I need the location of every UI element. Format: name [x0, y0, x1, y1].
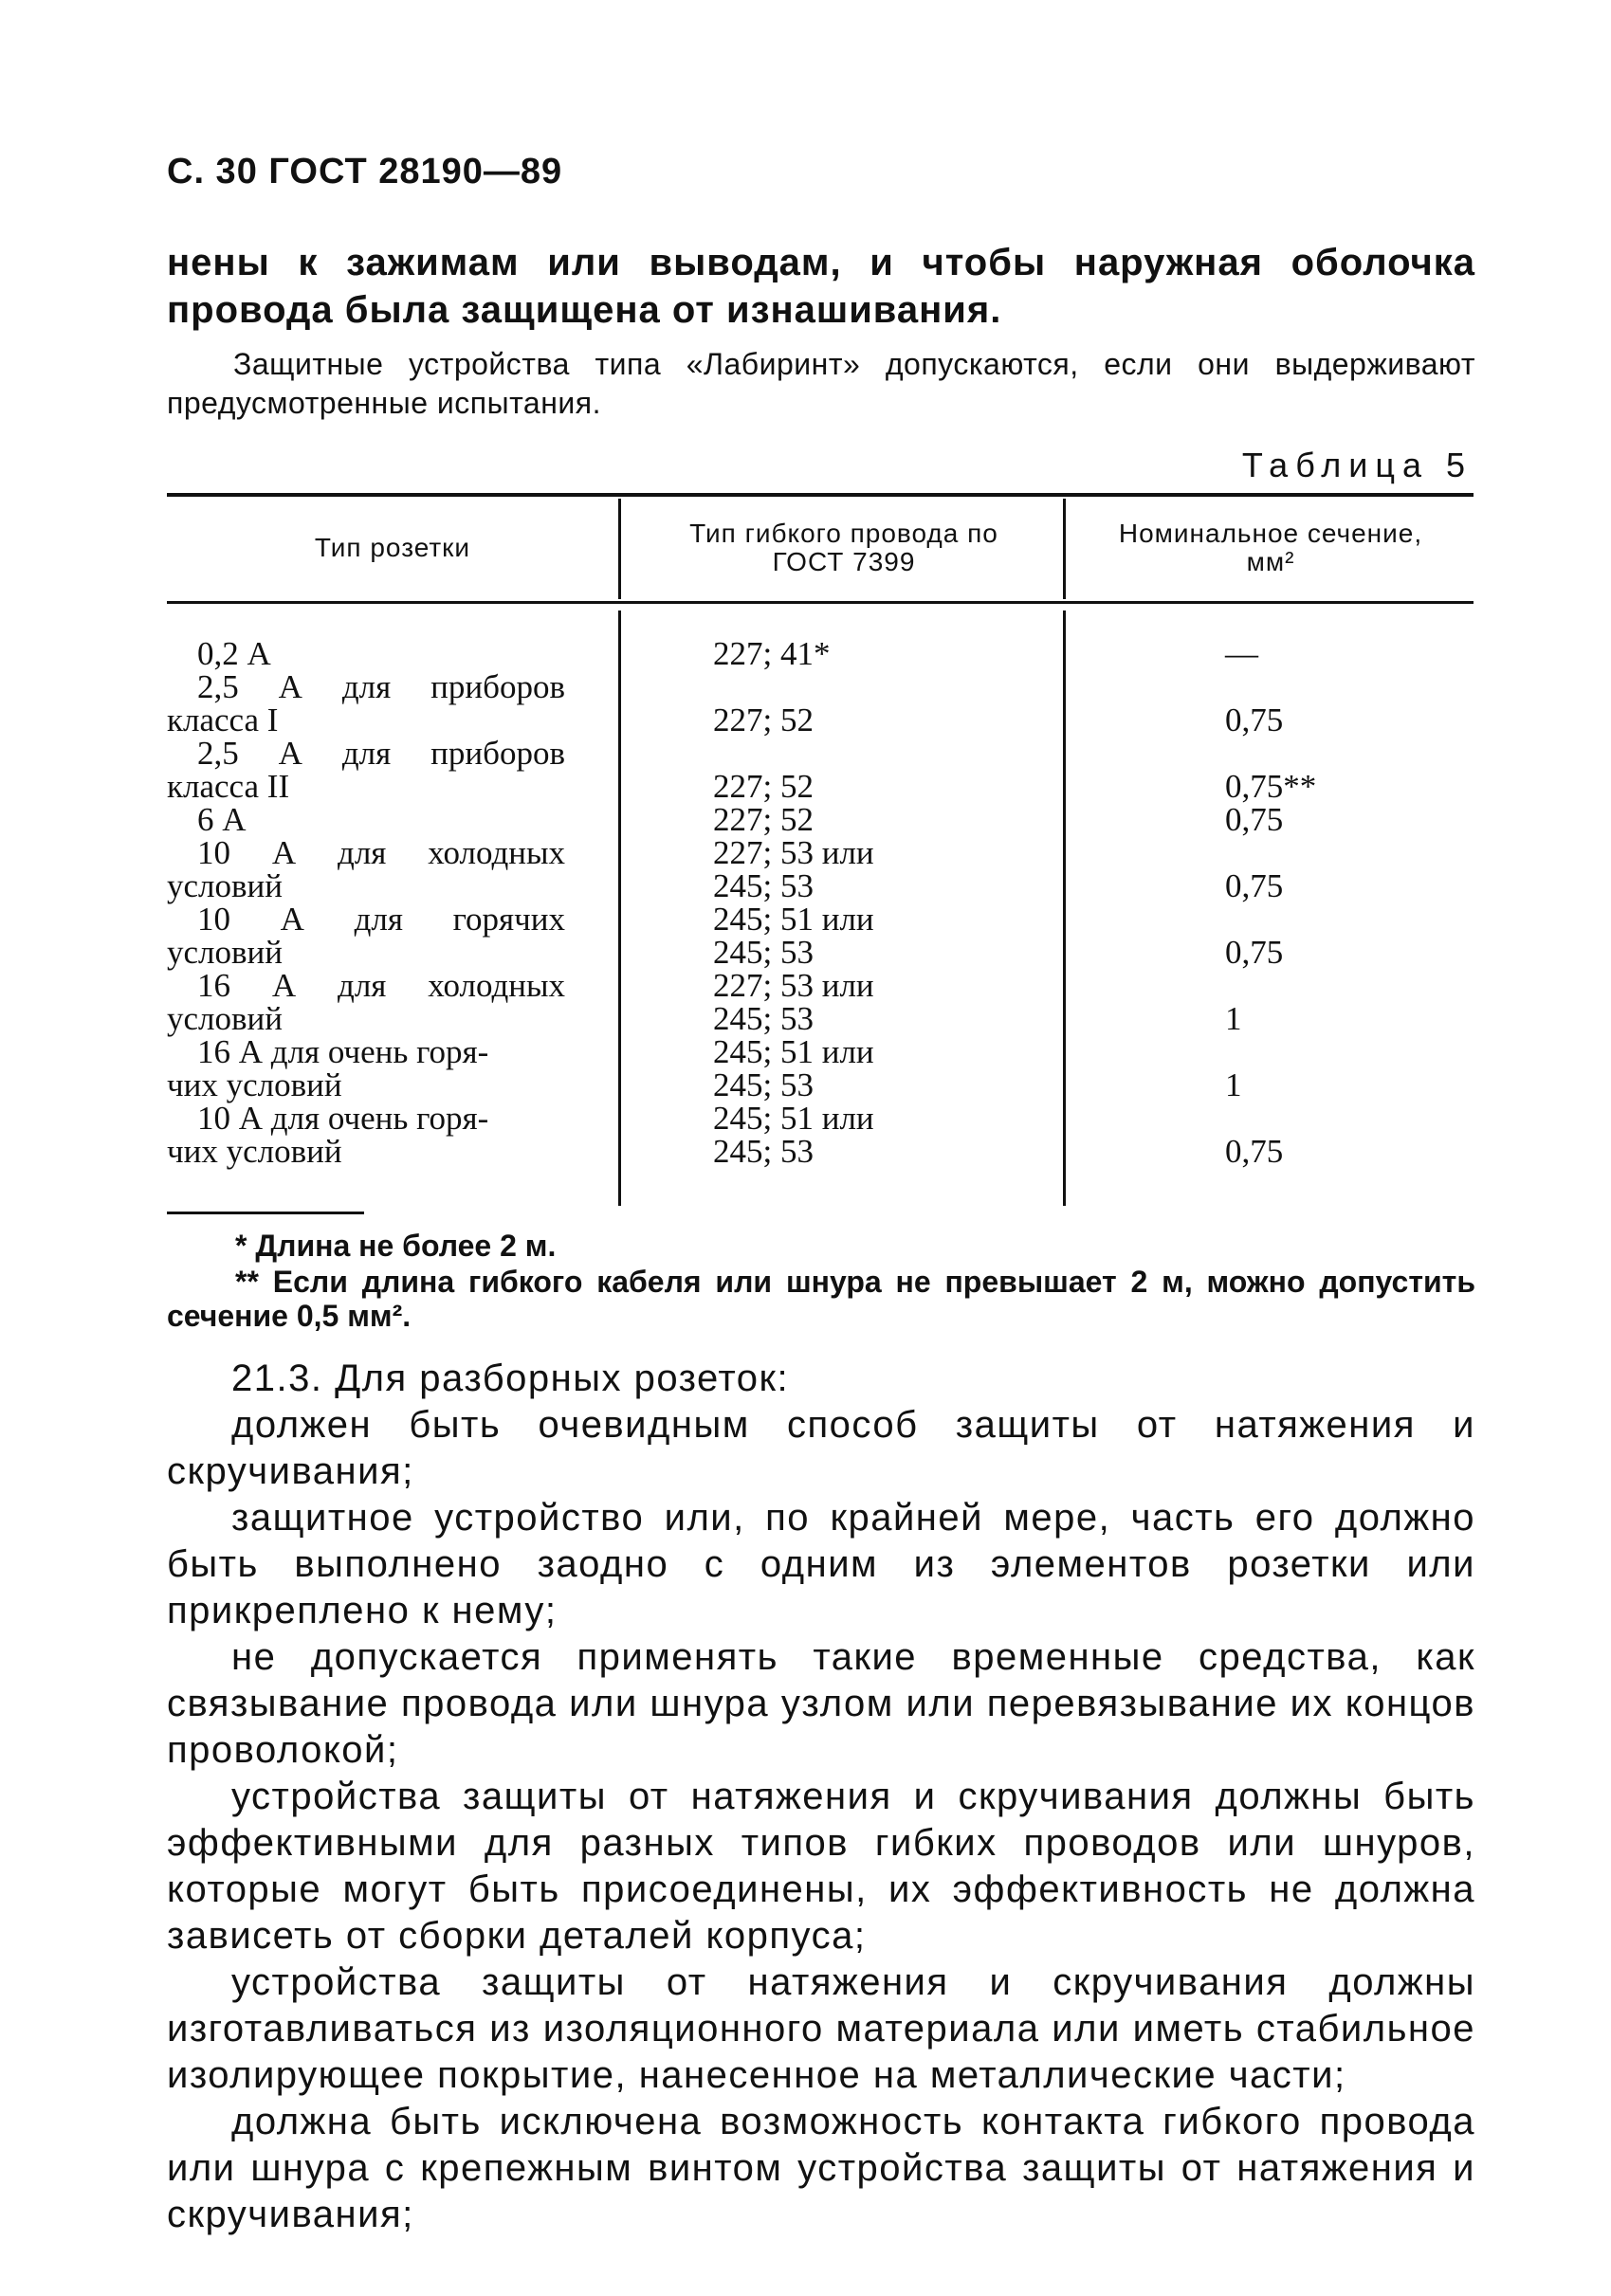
table-header-rule	[167, 601, 1474, 604]
socket-row: 6 А	[197, 801, 247, 838]
socket-word: для	[354, 901, 403, 938]
socket-row: 0,2 А	[197, 635, 271, 672]
socket-word: для	[341, 735, 392, 772]
continuation-paragraph: нены к зажимам или выводам, и чтобы наружная оболочка провода была защищена от изнашивания.	[167, 242, 1475, 331]
socket-row: класса I	[167, 702, 279, 738]
socket-word: 10	[197, 834, 230, 871]
socket-row: 10 А для очень горя-	[197, 1100, 489, 1137]
wire-row: 227; 52	[713, 768, 814, 805]
socket-row	[197, 737, 565, 770]
section-value: 1	[1225, 1066, 1242, 1103]
socket-word: А	[280, 901, 304, 938]
socket-word: приборов	[430, 735, 565, 772]
section-value: 0,75	[1225, 702, 1284, 738]
table-divider-2-body	[1063, 610, 1066, 1206]
body-paragraph: устройства защиты от натяжения и скручивания должны быть эффективными для разных типов гибких проводов или шнуров, которые могут быть присоединены, их эффективность не должна зависеть от сборки деталей корпуса;	[167, 1776, 1475, 1957]
socket-word: А	[271, 967, 297, 1004]
table-divider-2	[1063, 499, 1066, 599]
section-value: 0,75	[1225, 1133, 1284, 1170]
socket-word: для	[338, 834, 387, 871]
socket-word: холодных	[428, 834, 565, 871]
section-value: 0,75	[1225, 867, 1284, 904]
socket-row	[197, 969, 565, 1002]
wire-row: 227; 53 или	[713, 834, 874, 871]
header-cross-section: Номинальное сечение, мм²	[1118, 519, 1423, 576]
socket-row: класса II	[167, 768, 290, 805]
wire-row: 245; 53	[713, 934, 814, 971]
socket-row	[197, 670, 565, 703]
body-paragraph: не допускается применять такие временные средства, как связывание провода или шнура узлом или перевязывание их концов проволокой;	[167, 1636, 1475, 1771]
table-divider-1	[618, 499, 621, 599]
wire-row: 245; 51 или	[713, 1100, 874, 1137]
section-value: —	[1225, 635, 1258, 672]
body-paragraph: защитное устройство или, по крайней мере, часть его должно быть выполнено заодно с одним из элементов розетки или прикреплено к нему;	[167, 1497, 1475, 1631]
table-caption: Таблица 5	[1241, 446, 1473, 484]
socket-row: условий	[167, 867, 283, 904]
socket-word: холодных	[428, 967, 565, 1004]
section-value: 1	[1225, 1000, 1242, 1037]
socket-row: условий	[167, 934, 283, 971]
socket-row: чих условий	[167, 1133, 342, 1170]
body-paragraph: устройства защиты от натяжения и скручивания должны изготавливаться из изоляционного материала или иметь стабильное изолирующее покрытие, нанесенное на металлические части;	[167, 1961, 1475, 2096]
socket-row: условий	[167, 1000, 283, 1037]
section-21-3	[167, 1356, 1475, 2238]
socket-row	[197, 902, 565, 936]
wire-row: 245; 51 или	[713, 901, 874, 938]
section-heading: 21.3. Для разборных розеток:	[231, 1358, 790, 1399]
socket-word: 2,5	[197, 735, 239, 772]
wire-row: 227; 41*	[713, 635, 831, 672]
footnote-1: * Длина не более 2 м.	[235, 1229, 557, 1263]
wire-row: 245; 53	[713, 1000, 814, 1037]
footnote-2: ** Если длина гибкого кабеля или шнура не превышает 2 м, можно допустить сечение 0,5 мм².	[167, 1265, 1475, 1333]
wire-row: 245; 53	[713, 867, 814, 904]
body-paragraph: должен быть очевидным способ защиты от натяжения и скручивания;	[167, 1404, 1475, 1492]
footnote-rule	[167, 1212, 364, 1214]
wire-row: 227; 52	[713, 801, 814, 838]
wire-row: 227; 53 или	[713, 967, 874, 1004]
wire-row: 245; 53	[713, 1133, 814, 1170]
socket-word: горячих	[452, 901, 565, 938]
socket-word: 2,5	[197, 668, 239, 705]
header-socket-type: Тип розетки	[314, 533, 471, 562]
socket-word: 10	[197, 901, 230, 938]
socket-row: 16 А для очень горя-	[197, 1033, 489, 1070]
table-top-rule	[167, 493, 1474, 497]
socket-row: чих условий	[167, 1066, 342, 1103]
socket-word: приборов	[430, 668, 565, 705]
socket-word: А	[271, 834, 297, 871]
section-value: 0,75**	[1225, 768, 1317, 805]
socket-word: для	[341, 668, 392, 705]
wire-row: 245; 53	[713, 1066, 814, 1103]
section-value: 0,75	[1225, 934, 1284, 971]
table-divider-1-body	[618, 610, 621, 1206]
page-header: С. 30 ГОСТ 28190—89	[167, 152, 563, 191]
socket-word: А	[278, 735, 302, 772]
wire-row: 245; 51 или	[713, 1033, 874, 1070]
body-paragraph: должна быть исключена возможность контакта гибкого провода или шнура с крепежным винтом устройства защиты от натяжения и скручивания;	[167, 2101, 1475, 2235]
socket-row	[197, 836, 565, 869]
socket-word: 16	[197, 967, 230, 1004]
section-value: 0,75	[1225, 801, 1284, 838]
socket-word: А	[278, 668, 302, 705]
socket-word: для	[338, 967, 387, 1004]
labyrinth-note: Защитные устройства типа «Лабиринт» допускаются, если они выдерживают предусмотренные испытания.	[167, 347, 1475, 420]
wire-row: 227; 52	[713, 702, 814, 738]
header-wire-type: Тип гибкого провода по ГОСТ 7399	[689, 519, 998, 576]
